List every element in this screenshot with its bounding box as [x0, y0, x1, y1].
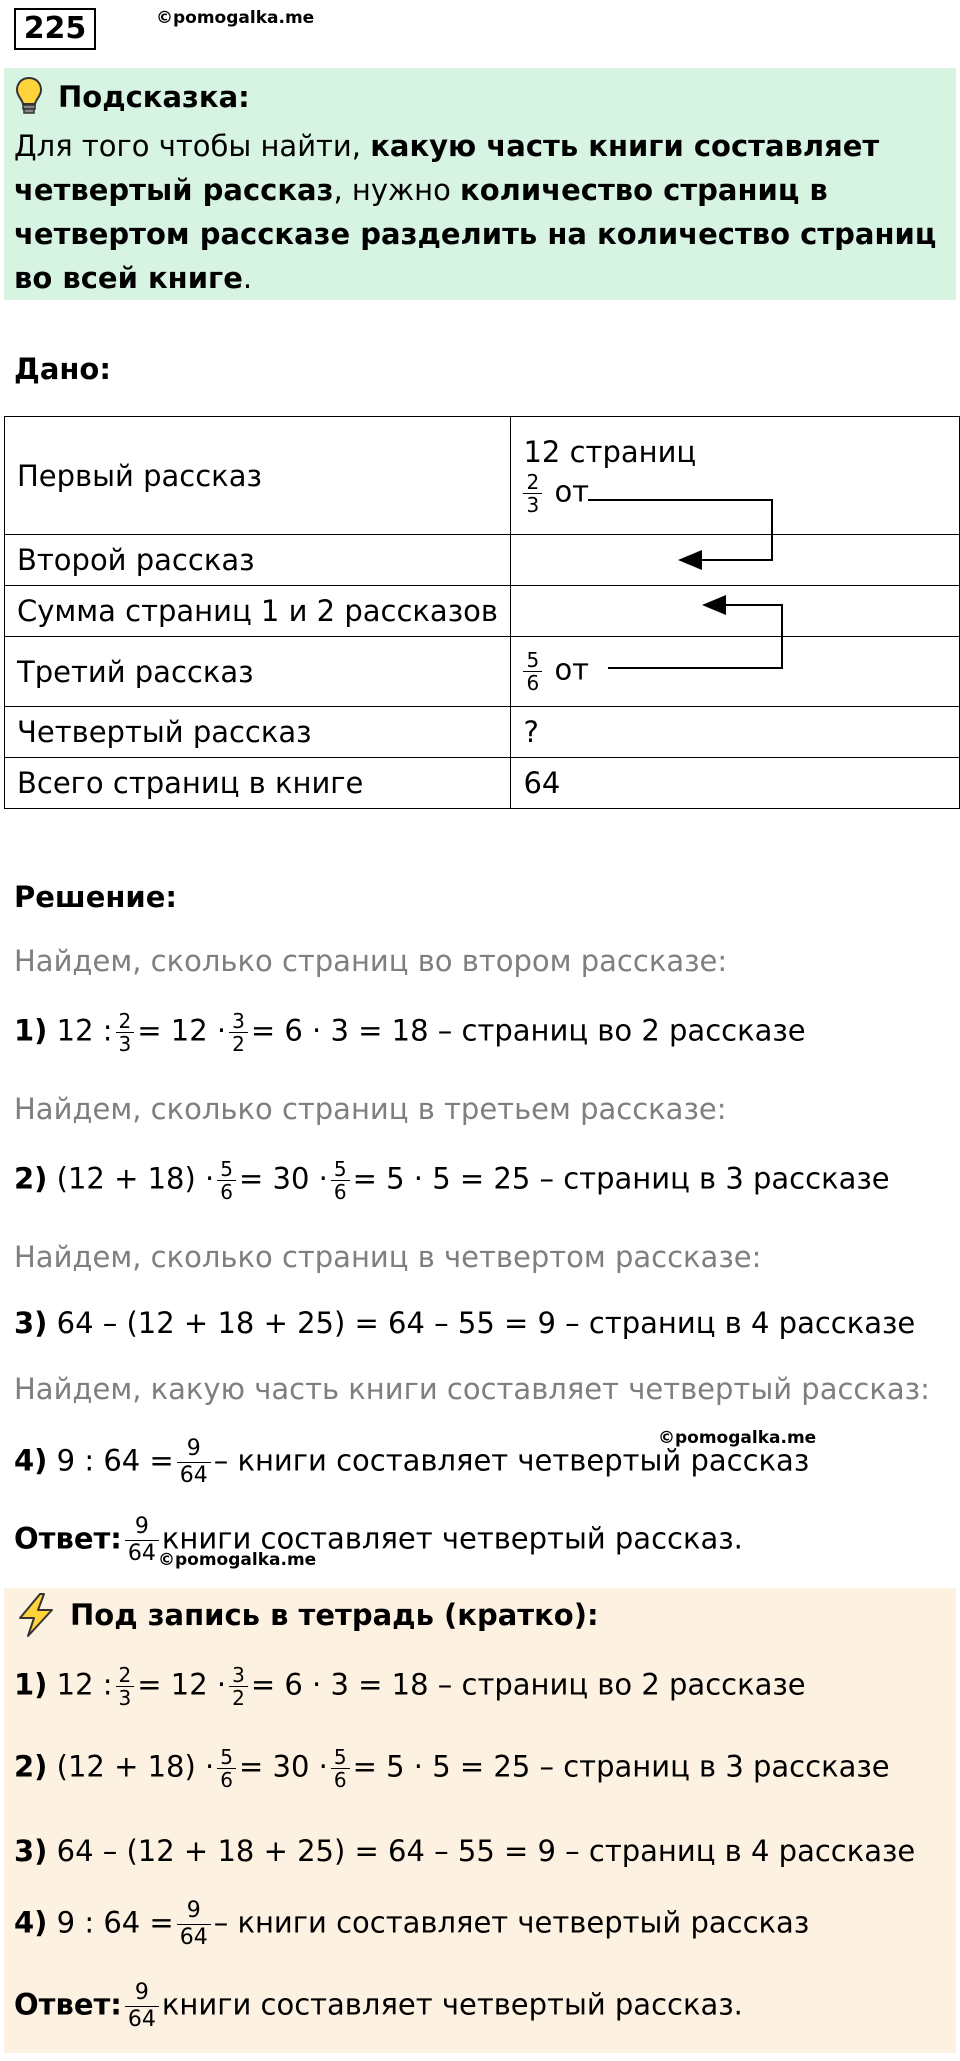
solution-title: Решение: [14, 880, 178, 914]
first-story-pages: 12 страниц [523, 435, 697, 469]
fraction: $\frac{5}{6}$ [523, 649, 542, 694]
step4-intro: Найдем, какую часть книги составляет четвертый рассказ: [14, 1372, 930, 1406]
row-label: Первый рассказ [5, 417, 511, 535]
task-number: 225 [14, 8, 96, 50]
row-label: Сумма страниц 1 и 2 рассказов [5, 586, 511, 637]
notebook-title: Под запись в тетрадь (кратко): [70, 1598, 599, 1632]
arrow-first-to-second [588, 500, 772, 560]
row-label: Второй рассказ [5, 535, 511, 586]
step2-intro: Найдем, сколько страниц в третьем рассказе: [14, 1092, 727, 1126]
fraction: $\frac{2}{3}$ [523, 471, 542, 516]
step1-intro: Найдем, сколько страниц во втором рассказе: [14, 944, 728, 978]
row-value: 64 [511, 758, 960, 809]
hint-title: Подсказка: [58, 80, 250, 114]
step3-intro: Найдем, сколько страниц в четвертом рассказе: [14, 1240, 762, 1274]
note-step-2: 2) (12 + 18) · $\frac{5}{6}$ = 30 · $\frac{5}{6}$ = 5 · 5 = 25 – страниц в 3 рассказе [14, 1745, 890, 1792]
step-2: 2) (12 + 18) · $\frac{5}{6}$ = 30 · $\frac{5}{6}$ = 5 · 5 = 25 – страниц в 3 рассказе [14, 1157, 890, 1204]
step-3: 3) 64 – (12 + 18 + 25) = 64 – 55 = 9 – страниц в 4 рассказе [14, 1306, 916, 1340]
watermark: ©pomogalka.me [158, 1550, 317, 1570]
given-title: Дано: [14, 352, 111, 386]
hint-part-3: , нужно [333, 173, 461, 207]
row-label: Третий рассказ [5, 637, 511, 707]
watermark: ©pomogalka.me [156, 8, 315, 28]
watermark: ©pomogalka.me [658, 1428, 817, 1448]
lightning-icon [14, 1592, 58, 1638]
arrow-third-to-sum [608, 605, 782, 668]
note-step-3: 3) 64 – (12 + 18 + 25) = 64 – 55 = 9 – страниц в 4 рассказе [14, 1834, 916, 1868]
of-label: от [554, 652, 590, 687]
hint-part-4: количество страниц в четвертом рассказе разделить на количество страниц во всей книге [14, 173, 937, 295]
step-1: 1) 12 : $\frac{2}{3}$ = 12 · $\frac{3}{2}$ = 6 · 3 = 18 – страниц во 2 рассказе [14, 1009, 806, 1056]
note-step-4: 4) 9 : 64 = $\frac{9}{64}$ – книги составляет четвертый рассказ [14, 1898, 810, 1950]
hint-part-1: Для того чтобы найти, [14, 129, 371, 163]
of-label: от [554, 474, 590, 509]
row-value: ? [511, 707, 960, 758]
note-step-1: 1) 12 : $\frac{2}{3}$ = 12 · $\frac{3}{2}$ = 6 · 3 = 18 – страниц во 2 рассказе [14, 1663, 806, 1710]
note-answer: Ответ: $\frac{9}{64}$ книги составляет четвертый рассказ. [14, 1980, 743, 2032]
row-label: Четвертый рассказ [5, 707, 511, 758]
row-label: Всего страниц в книге [5, 758, 511, 809]
hint-part-2: какую часть книги составляет четвертый рассказ [14, 129, 880, 207]
step-4: 4) 9 : 64 = $\frac{9}{64}$ – книги составляет четвертый рассказ [14, 1436, 810, 1488]
hint-part-5: . [242, 261, 253, 295]
answer: Ответ: $\frac{9}{64}$ книги составляет четвертый рассказ. [14, 1514, 743, 1566]
arrows-overlay [0, 0, 960, 820]
